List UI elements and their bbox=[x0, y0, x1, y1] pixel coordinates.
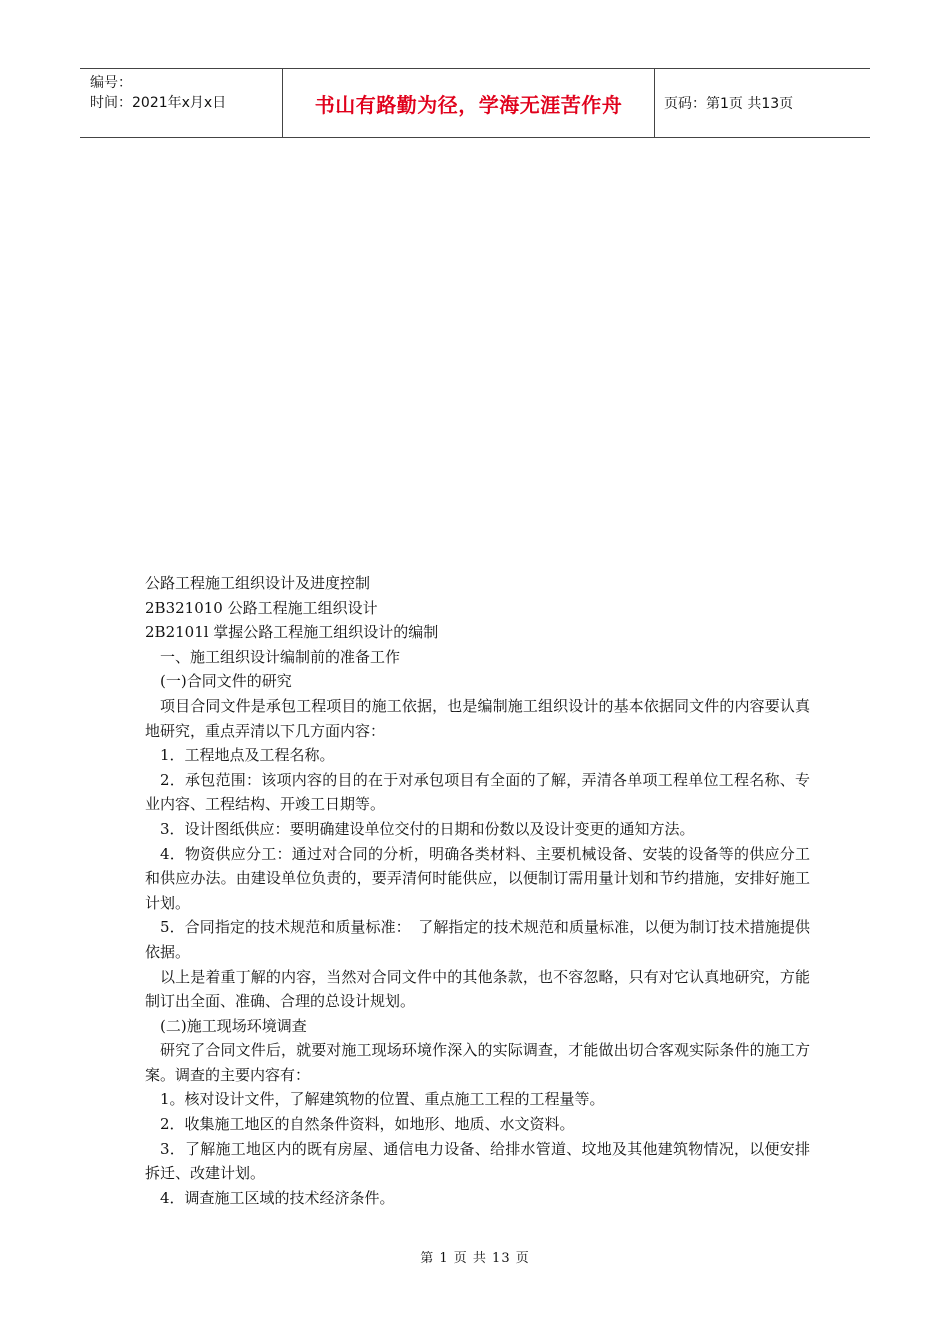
document-time-label: 时间：2021年x月x日 bbox=[90, 95, 227, 111]
header-page-info: 页码：第1页 共13页 bbox=[664, 96, 794, 112]
document-title: 公路工程施工组织设计及进度控制 bbox=[145, 574, 371, 592]
section-heading: 一、施工组织设计编制前的准备工作 bbox=[160, 647, 401, 666]
page-footer: 第 1 页 共 13 页 bbox=[420, 1251, 530, 1266]
section-code-heading: 2B321010 公路工程施工组织设计 bbox=[145, 598, 378, 617]
body-paragraph: 研究了合同文件后，就要对施工现场环境作深入的实际调查，才能做出切合客观实际条件的施工方案。调查的主要内容有： bbox=[145, 1041, 810, 1084]
subsection-code-heading: 2B2101l 掌握公路工程施工组织设计的编制 bbox=[145, 623, 439, 642]
list-item: 1。核对设计文件，了解建筑物的位置、重点施工工程的工程量等。 bbox=[160, 1090, 605, 1109]
page-header bbox=[80, 68, 870, 138]
header-meta bbox=[80, 69, 282, 137]
list-item: 4．物资供应分工：通过对合同的分析，明确各类材料、主要机械设备、安装的设备等的供应分工和供应办法。由建设单位负责的，要弄清何时能供应，以便制订需用量计划和节约措施，安排好施工计划。 bbox=[145, 844, 810, 912]
list-item: 2．承包范围：该项内容的目的在于对承包项目有全面的了解，弄清各单项工程单位工程名称、专业内容、工程结构、开竣工日期等。 bbox=[145, 770, 810, 814]
body-paragraph: 以上是着重丁解的内容，当然对合同文件中的其他条款，也不容忽略，只有对它认真地研究，方能制订出全面、准确、合理的总设计规划。 bbox=[145, 967, 810, 1011]
list-item: 3．了解施工地区内的既有房屋、通信电力设备、给排水管道、坟地及其他建筑物情况，以便安排拆迁、改建计划。 bbox=[145, 1139, 810, 1183]
list-item: 4．调查施工区域的技术经济条件。 bbox=[160, 1188, 395, 1207]
document-number-label: 编号： bbox=[90, 75, 132, 91]
header-motto: 书山有路勤为径，学海无涯苦作舟 bbox=[282, 69, 655, 137]
list-item: 5．合同指定的技术规范和质量标准： 了解指定的技术规范和质量标准，以便为制订技术措施提供依据。 bbox=[145, 918, 810, 961]
subsection-heading: (一)合同文件的研究 bbox=[160, 672, 292, 691]
document-body bbox=[145, 571, 810, 1210]
list-item: 1．工程地点及工程名称。 bbox=[160, 746, 335, 765]
list-item: 3．设计图纸供应：要明确建设单位交付的日期和份数以及设计变更的通知方法。 bbox=[160, 819, 695, 838]
subsection-heading: (二)施工现场环境调查 bbox=[160, 1016, 307, 1035]
body-paragraph: 项目合同文件是承包工程项目的施工依据，也是编制施工组织设计的基本依据同文件的内容要认真地研究，重点弄清以下几方面内容： bbox=[145, 696, 810, 740]
list-item: 2．收集施工地区的自然条件资料，如地形、地质、水文资料。 bbox=[160, 1115, 575, 1134]
